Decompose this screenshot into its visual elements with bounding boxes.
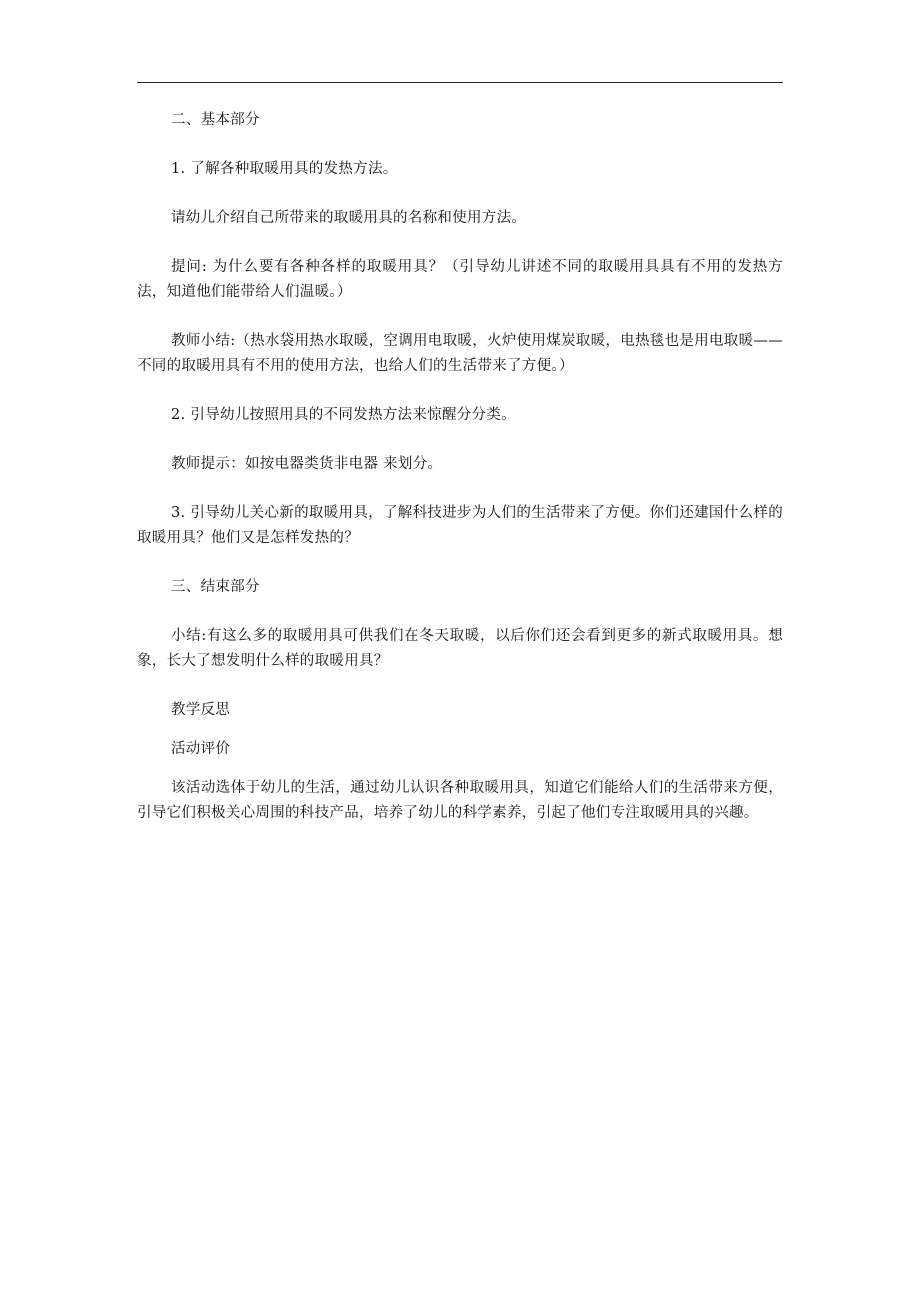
paragraph-introduce: 请幼儿介绍自己所带来的取暖用具的名称和使用方法。 (171, 210, 527, 226)
document-body (137, 108, 783, 826)
paragraph-teacher-hint: 教师提示：如按电器类货非电器 来划分。 (171, 456, 443, 472)
paragraph-teacher-summary: 教师小结:（热水袋用热水取暖，空调用电取暖，火炉使用煤炭取暖，电热毯也是用电取暖——不同的取暖用具有不用的使用方法，也给人们的生活带来了方便。） (137, 333, 783, 374)
paragraph-step-2: 2. 引导幼儿按照用具的不同发热方法来惊醒分分类。 (171, 407, 516, 423)
section-heading-basic: 二、基本部分 (171, 112, 260, 128)
paragraph-step-3: 3. 引导幼儿关心新的取暖用具，了解科技进步为人们的生活带来了方便。你们还建国什么样的取暖用具？他们又是怎样发热的？ (137, 505, 783, 546)
heading-activity-evaluation: 活动评价 (171, 741, 231, 757)
paragraph-question: 提问: 为什么要有各种各样的取暖用具？（引导幼儿讲述不同的取暖用具具有不用的发热方法，知道他们能带给人们温暖。） (137, 259, 783, 300)
section-heading-ending: 三、结束部分 (171, 579, 260, 595)
header-rule (137, 82, 783, 83)
paragraph-evaluation: 该活动选体于幼儿的生活，通过幼儿认识各种取暖用具，知道它们能给人们的生活带来方便，引导它们积极关心周围的科技产品，培养了幼儿的科学素养，引起了他们专注取暖用具的兴趣。 (137, 780, 783, 821)
paragraph-conclusion: 小结:有这么多的取暖用具可供我们在冬天取暖，以后你们还会看到更多的新式取暖用具。想象，长大了想发明什么样的取暖用具？ (137, 628, 783, 669)
paragraph-step-1: 1. 了解各种取暖用具的发热方法。 (171, 161, 398, 177)
heading-teaching-reflection: 教学反思 (171, 702, 231, 718)
